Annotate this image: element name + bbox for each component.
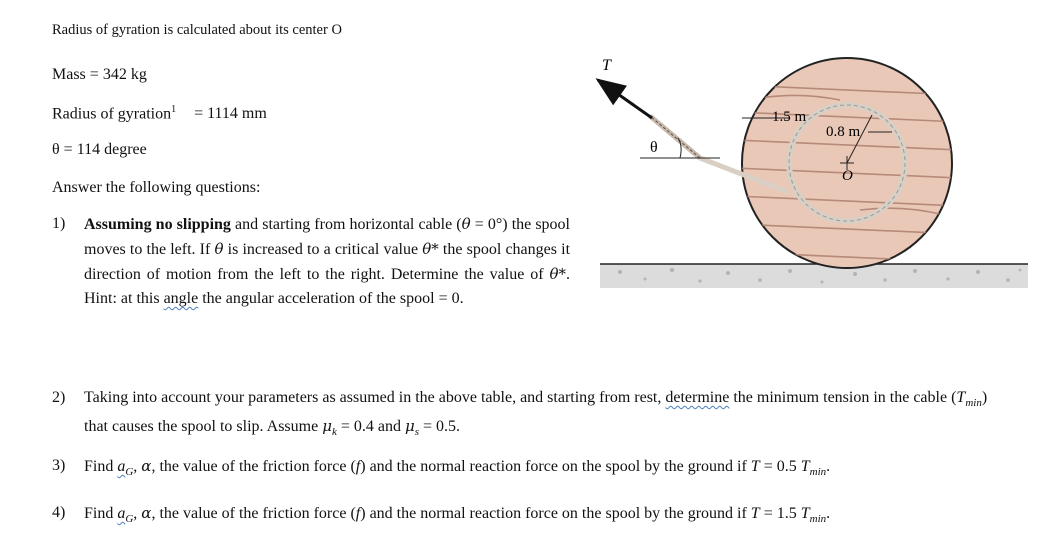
mu-symbol: μ: [322, 417, 332, 436]
subscript: G: [125, 466, 134, 479]
acceleration-symbol: a: [117, 458, 126, 475]
intro-text: Radius of gyration is calculated about its center O: [52, 22, 342, 38]
mass-label: Mass =: [52, 66, 99, 83]
friction-symbol: f: [355, 505, 361, 522]
text-run: Find: [84, 505, 118, 522]
subscript: min: [809, 466, 827, 479]
theta-star-symbol: θ*: [422, 240, 439, 258]
center-label: O: [842, 168, 853, 184]
text-run: . Hint: at this: [84, 266, 570, 307]
text-run: Find: [84, 458, 118, 475]
tension-symbol: T: [750, 505, 760, 522]
text-run: ) that causes the spool to slip. Assume: [84, 389, 988, 436]
alpha-symbol: α: [141, 457, 152, 475]
inner-radius-label: 0.8 m: [826, 124, 861, 140]
subscript: s: [414, 426, 419, 439]
text-run: ,: [133, 505, 142, 522]
mass-value: 342 kg: [102, 66, 147, 83]
text-run: = 0.4 and: [336, 418, 405, 436]
text-run: the spool changes it direction of motion from the left to the right. Determine the value of: [84, 241, 571, 283]
text-run: ) and the normal reaction force on the spool by the ground if: [360, 505, 751, 522]
subscript: k: [331, 426, 337, 439]
theta-star-symbol: θ*: [549, 265, 566, 283]
tension-symbol: T: [750, 458, 760, 475]
question-number: 4): [52, 504, 66, 521]
text-run: ) and the normal reaction force on the spool by the ground if: [360, 458, 751, 475]
tension-symbol: T: [800, 505, 810, 522]
text-run: , the value of the friction force (: [151, 458, 356, 475]
acceleration-symbol: a: [117, 505, 126, 522]
text-run: is increased to a critical value: [223, 241, 423, 258]
footnote-marker: 1: [171, 104, 177, 115]
question-number: 3): [52, 457, 66, 474]
answer-prompt: Answer the following questions:: [52, 179, 261, 196]
text-run: ,: [133, 458, 142, 475]
text-run: = 1.5: [759, 505, 801, 522]
text-run: = 0.5.: [419, 418, 461, 436]
theta-symbol: θ: [214, 240, 224, 258]
text-run: the angular acceleration of the spool = 0.: [198, 290, 464, 307]
spellcheck-word: determine: [665, 389, 730, 406]
theta-label: θ =: [52, 141, 73, 158]
subscript: min: [809, 513, 827, 526]
spellcheck-word: angle: [163, 290, 199, 307]
question-number: 2): [52, 389, 66, 406]
tension-symbol: T: [800, 458, 810, 475]
radius-label: Radius of gyration: [52, 105, 172, 123]
subscript: G: [125, 513, 134, 526]
radius-value: = 1114 mm: [194, 105, 267, 123]
friction-symbol: f: [355, 458, 361, 475]
text-run: , the value of the friction force (: [151, 505, 356, 522]
text-run: = 0°) the spool moves to the left. If: [84, 216, 570, 258]
text-run: Taking into account your parameters as assumed in the above table, and starting from rest,: [84, 389, 666, 406]
question-number: 1): [52, 215, 66, 232]
theta-symbol: θ: [461, 215, 471, 233]
tension-arrow: [598, 80, 652, 118]
ground-surface: [600, 264, 1028, 288]
bold-phrase: Assuming no slipping: [84, 216, 231, 233]
subscript: min: [965, 397, 982, 410]
alpha-symbol: α: [141, 504, 152, 522]
text-run: and starting from horizontal cable (: [230, 216, 462, 233]
tension-symbol: T: [956, 389, 966, 406]
theta-value: 114 degree: [76, 141, 147, 158]
tension-label: T: [602, 57, 611, 74]
outer-radius-label: 1.5 m: [772, 109, 807, 125]
text-run: .: [826, 505, 831, 522]
diagram-theta-label: θ: [650, 139, 658, 156]
text-run: .: [826, 458, 831, 475]
text-run: = 0.5: [759, 458, 801, 475]
text-run: the minimum tension in the cable (: [729, 389, 957, 406]
mu-symbol: μ: [404, 417, 415, 436]
